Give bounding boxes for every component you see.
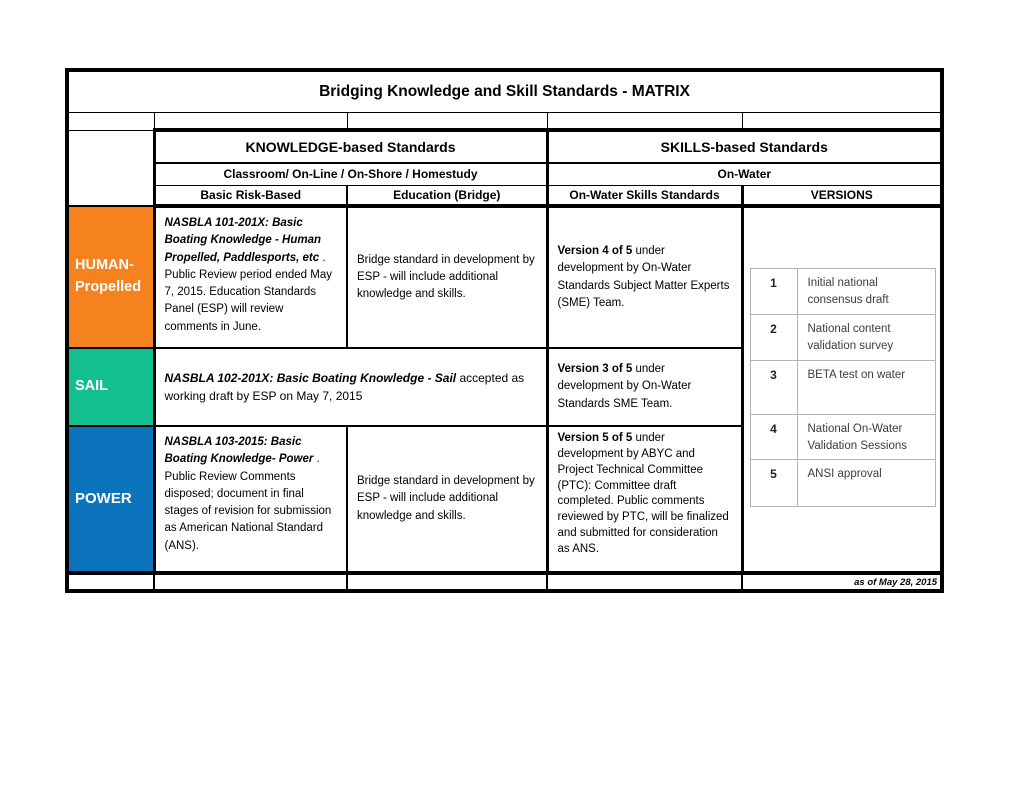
spacer-row bbox=[67, 112, 942, 130]
version-description: National On-Water Validation Sessions bbox=[807, 423, 908, 452]
column-header-basic: Basic Risk-Based bbox=[154, 185, 347, 206]
footer-cell bbox=[67, 573, 154, 591]
spacer-cell bbox=[154, 112, 347, 130]
sail-knowledge-cell bbox=[154, 348, 547, 426]
spacer-cell bbox=[67, 112, 154, 130]
group-header-row bbox=[67, 130, 942, 163]
category-label-line1: HUMAN- bbox=[75, 257, 134, 274]
column-header-row bbox=[67, 185, 942, 206]
version-number: 3 bbox=[751, 361, 798, 414]
versions-table bbox=[750, 268, 936, 507]
human-onwater-version: Version 4 of 5 bbox=[557, 245, 633, 257]
human-education-cell bbox=[347, 206, 547, 348]
matrix-table bbox=[65, 68, 944, 593]
version-number: 4 bbox=[751, 415, 798, 459]
version-description: BETA test on water bbox=[807, 369, 906, 381]
versions-cell bbox=[742, 206, 942, 573]
human-onwater-status: under development by On-Water Standards Subject Matter Experts (SME) Team. bbox=[557, 245, 730, 309]
spacer-cell bbox=[547, 112, 742, 130]
knowledge-group-header: KNOWLEDGE-based Standards bbox=[154, 130, 547, 163]
version-row-1 bbox=[751, 269, 935, 315]
human-basic-status: . Public Review period ended May 7, 2015. Education Standards Panel (ESP) will review comments in June. bbox=[164, 251, 332, 333]
spacer-cell bbox=[742, 112, 942, 130]
title-row bbox=[67, 70, 942, 112]
version-description: National content validation survey bbox=[807, 323, 894, 352]
spacer-cell bbox=[347, 112, 547, 130]
power-education-text: Bridge standard in development by ESP - will include additional knowledge and skills. bbox=[357, 475, 535, 522]
knowledge-modes: Classroom/ On-Line / On-Shore / Homestudy bbox=[154, 163, 547, 185]
version-row-5 bbox=[751, 460, 935, 506]
version-row-3 bbox=[751, 361, 935, 415]
column-header-onwater: On-Water Skills Standards bbox=[547, 185, 742, 206]
sail-onwater-version: Version 3 of 5 bbox=[557, 363, 633, 376]
sail-onwater-status: under development by On-Water Standards SME Team. bbox=[557, 363, 692, 410]
column-header-education: Education (Bridge) bbox=[347, 185, 547, 206]
version-row-2 bbox=[751, 315, 935, 361]
human-education-text: Bridge standard in development by ESP - will include additional knowledge and skills. bbox=[357, 253, 535, 301]
category-human-propelled bbox=[67, 206, 154, 348]
version-description: Initial national consensus draft bbox=[807, 277, 889, 306]
power-onwater-version: Version 5 of 5 bbox=[557, 432, 633, 444]
footer-cell bbox=[347, 573, 547, 591]
human-onwater-cell bbox=[547, 206, 742, 348]
power-education-cell bbox=[347, 426, 547, 573]
category-label-line2: Propelled bbox=[75, 279, 142, 295]
sail-standard-name: NASBLA 102-201X: Basic Boating Knowledge - Sail bbox=[164, 371, 457, 385]
version-row-4 bbox=[751, 415, 935, 460]
row-human-propelled bbox=[67, 206, 942, 348]
category-power: POWER bbox=[67, 426, 154, 573]
human-basic-cell bbox=[154, 206, 347, 348]
power-onwater-status: under development by ABYC and Project Technical Committee (PTC): Committee draft completed. Public comments reviewed by PTC, will be finalized and submitted for consideration as ANS. bbox=[557, 432, 729, 556]
power-basic-standard-name: NASBLA 103-2015: Basic Boating Knowledge- Power bbox=[164, 436, 314, 466]
human-basic-standard-name: NASBLA 101-201X: Basic Boating Knowledge - Human Propelled, Paddlesports, etc bbox=[164, 217, 322, 264]
column-header-versions: VERSIONS bbox=[742, 185, 942, 206]
skills-modes: On-Water bbox=[547, 163, 942, 185]
corner-cell bbox=[67, 130, 154, 206]
power-onwater-cell bbox=[547, 426, 742, 573]
power-basic-status: . Public Review Comments disposed; document in final stages of revision for submission as American National Standard (ANS). bbox=[164, 453, 332, 552]
sail-onwater-cell bbox=[547, 348, 742, 426]
as-of-date: as of May 28, 2015 bbox=[742, 573, 942, 591]
footer-cell bbox=[154, 573, 347, 591]
version-number: 2 bbox=[751, 315, 798, 360]
version-number: 1 bbox=[751, 269, 798, 314]
version-number: 5 bbox=[751, 460, 798, 506]
category-sail: SAIL bbox=[67, 348, 154, 426]
power-basic-cell bbox=[154, 426, 347, 573]
mode-row bbox=[67, 163, 942, 185]
version-description: ANSI approval bbox=[807, 468, 882, 480]
footer-row bbox=[67, 573, 942, 591]
skills-group-header: SKILLS-based Standards bbox=[547, 130, 942, 163]
footer-cell bbox=[547, 573, 742, 591]
sail-status: accepted as working draft by ESP on May 7, 2015 bbox=[164, 371, 525, 403]
page-title: Bridging Knowledge and Skill Standards - MATRIX bbox=[67, 70, 942, 112]
